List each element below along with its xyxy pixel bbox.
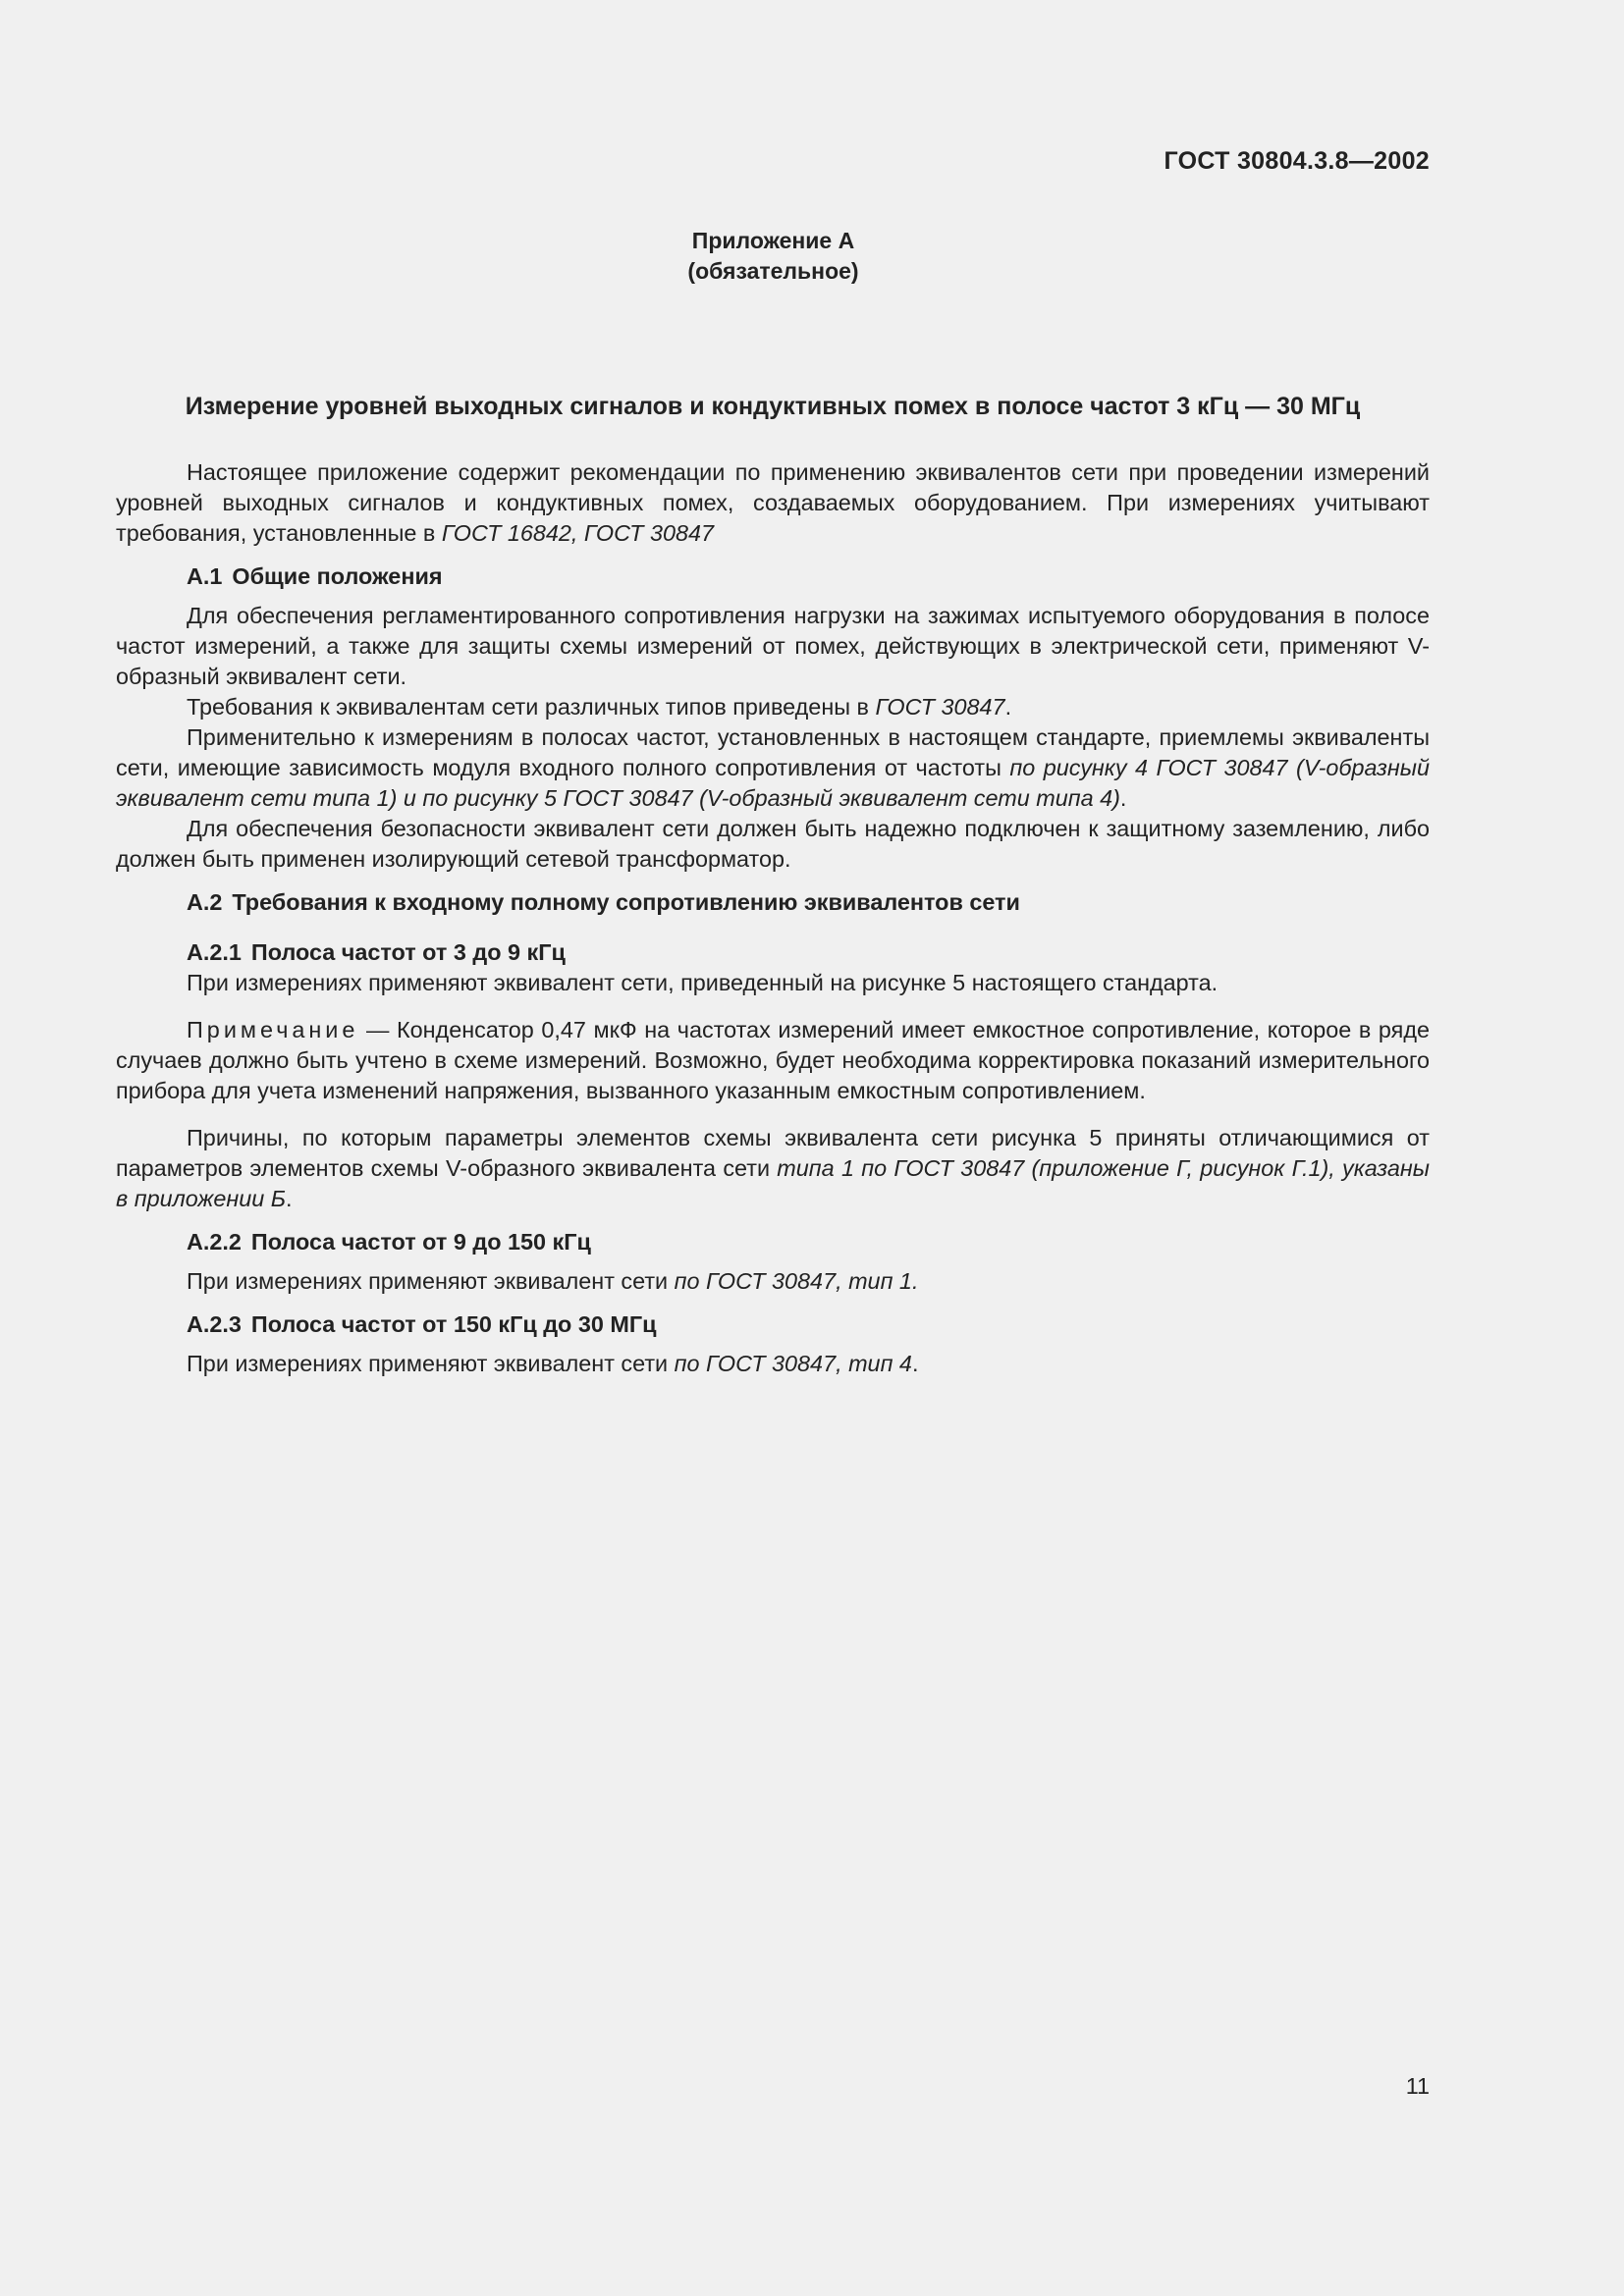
a1-p3-reference: по рисунку 4 ГОСТ 30847 (V-образный эквивалент сети типа 1) и по рисунку 5 ГОСТ 30847 (V-образный эквивалент сети типа 4) (116, 755, 1430, 811)
section-a1-heading (116, 561, 1430, 592)
subsection-title: Полоса частот от 150 кГц до 30 МГц (250, 1311, 657, 1337)
a1-paragraph-2 (116, 692, 1430, 722)
a23-end: . (911, 1351, 919, 1376)
page-number: 11 (1405, 2073, 1430, 2099)
a1-p2-reference: ГОСТ 30847 (875, 694, 1005, 720)
a1-p2-text: Требования к эквивалентам сети различных типов приведены в (187, 694, 876, 720)
a22-reference: по ГОСТ 30847, тип 1. (674, 1268, 919, 1294)
subsection-number: А.2.3 (187, 1311, 242, 1337)
note-label: Примечание (187, 1017, 359, 1042)
section-number: А.2 (187, 889, 223, 915)
a21-paragraph-2 (116, 1123, 1430, 1214)
subsection-number: А.2.1 (187, 939, 242, 965)
a1-p3-text: Применительно к измерениям в полосах частот, установленных в настоящем стандарте, приемлемы эквиваленты сети, имеющие зависимость модуля входного полного сопротивления от частоты (116, 724, 1430, 780)
a21-note (116, 1015, 1430, 1106)
a1-paragraph-3 (116, 722, 1430, 814)
section-a21-heading (116, 937, 1430, 968)
a1-p3-end: . (1119, 785, 1127, 811)
appendix-status: (обязательное) (687, 258, 859, 284)
intro-text: Настоящее приложение содержит рекомендации по применению эквивалентов сети при проведении измерений уровней выходных сигналов и кондуктивных помех, создаваемых оборудованием. При измерениях учитывают требования, установленные в (116, 459, 1430, 546)
a1-p2-end: . (1004, 694, 1012, 720)
appendix-title: Приложение А (691, 228, 855, 253)
a21-p2-reference: типа 1 по ГОСТ 30847 (приложение Г, рисунок Г.1), указаны в приложении Б (116, 1155, 1430, 1211)
note-text: — Конденсатор 0,47 мкФ на частотах измерений имеет емкостное сопротивление, которое в ряде случаев должно быть учтено в схеме измерений. Возможно, будет необходима корректировка показаний измерительного прибора для учета изменений напряжения, вызванного указанным емкостным сопротивлением. (116, 1017, 1430, 1103)
subsection-title: Полоса частот от 9 до 150 кГц (250, 1229, 591, 1255)
a23-text: При измерениях применяют эквивалент сети (187, 1351, 675, 1376)
section-a2-heading (116, 887, 1430, 918)
subsection-number: А.2.2 (187, 1229, 242, 1255)
intro-paragraph (116, 457, 1430, 549)
appendix-header (0, 226, 1546, 287)
a23-reference: по ГОСТ 30847, тип 4 (674, 1351, 912, 1376)
document-body (116, 457, 1430, 1379)
section-number: А.1 (187, 563, 223, 589)
section-a22-heading (116, 1227, 1430, 1257)
a1-paragraph-1: Для обеспечения регламентированного сопротивления нагрузки на зажимах испытуемого оборудования в полосе частот измерений, а также для защиты схемы измерений от помех, действующих в электрической сети, применяют V-образный эквивалент сети. (116, 603, 1430, 689)
a22-text: При измерениях применяют эквивалент сети (187, 1268, 675, 1294)
standard-code: ГОСТ 30804.3.8—2002 (1164, 147, 1430, 175)
section-a23-heading (116, 1309, 1430, 1340)
a22-paragraph (116, 1266, 1430, 1297)
subsection-title: Полоса частот от 3 до 9 кГц (250, 939, 566, 965)
a23-paragraph (116, 1349, 1430, 1379)
intro-reference: ГОСТ 16842, ГОСТ 30847 (441, 520, 715, 546)
section-title: Требования к входному полному сопротивлению эквивалентов сети (232, 889, 1020, 915)
a1-paragraph-4: Для обеспечения безопасности эквивалент сети должен быть надежно подключен к защитному заземлению, либо должен быть применен изолирующий сетевой трансформатор. (116, 816, 1430, 872)
section-title: Общие положения (232, 563, 443, 589)
a21-paragraph-1: При измерениях применяют эквивалент сети, приведенный на рисунке 5 настоящего стандарта. (187, 970, 1218, 995)
a21-p2-text: Причины, по которым параметры элементов схемы эквивалента сети рисунка 5 приняты отличающимися от параметров элементов схемы V-образного эквивалента сети (116, 1125, 1430, 1181)
a21-p2-end: . (286, 1186, 293, 1211)
annex-heading: Измерение уровней выходных сигналов и кондуктивных помех в полосе частот 3 кГц — 30 МГц (185, 393, 1361, 420)
